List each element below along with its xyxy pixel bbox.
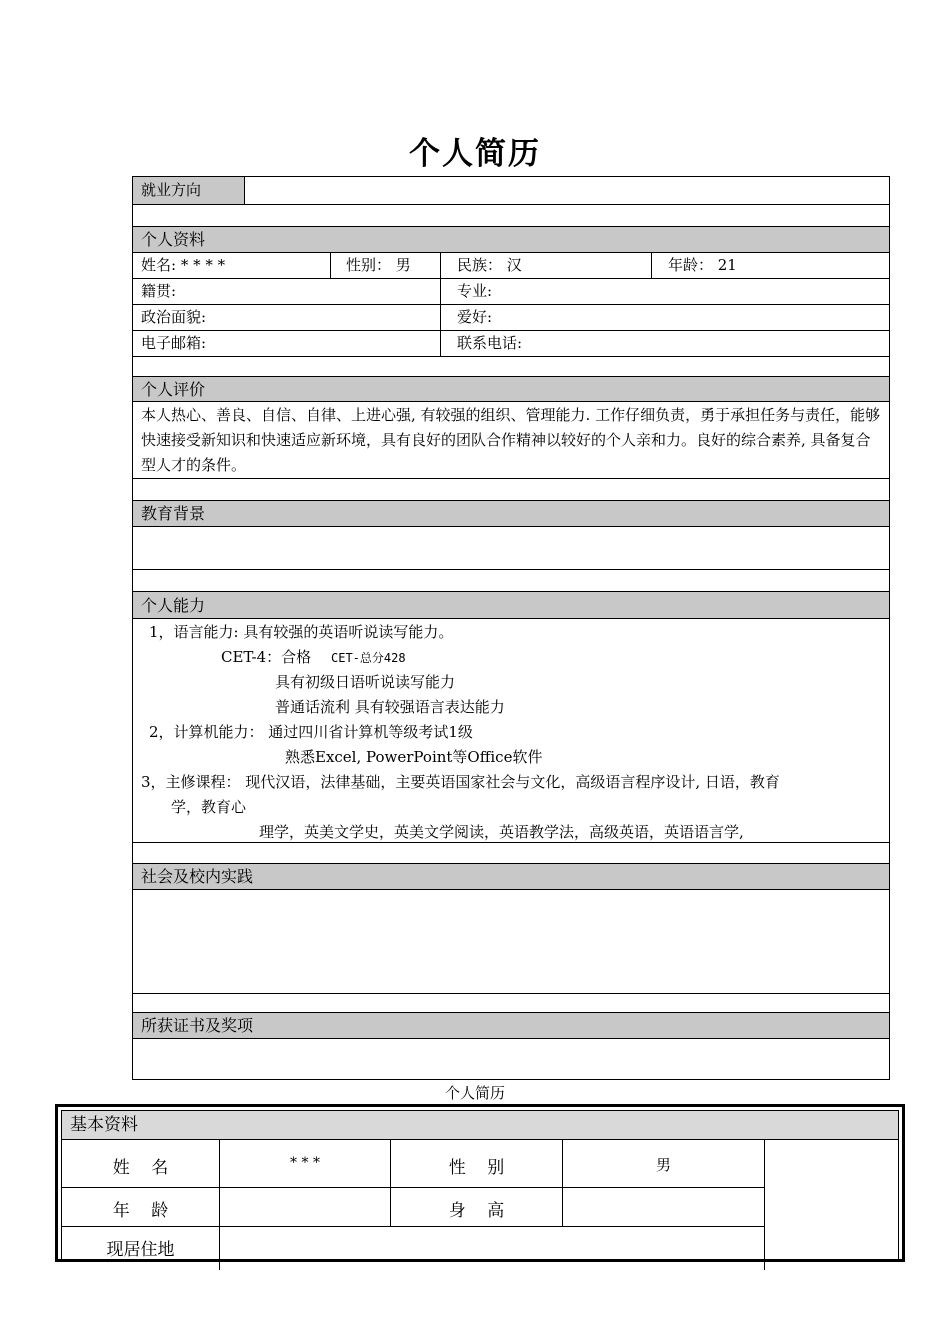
age-field: 年龄： 21 [668,256,737,274]
phone-field: 联系电话: [457,334,523,352]
residence-label: 现居住地 [106,1240,175,1260]
basic-info-table [55,1104,905,1262]
basic-info-header: 基本资料 [62,1111,898,1140]
ability-courses-cont: 学，教育心 [171,798,247,816]
evaluation-text: 本人热心、善良、自信、自律、上进心强, 有较强的组织、管理能力. 工作仔细负责，勇于承担任务与责任，能够快速接受新知识和快速适应新环境，具有良好的团队合作精神以较好的个人亲和力。良好的综合素养, 具备复合型人才的条件。 [141,406,881,474]
name-field: 姓名: * * * * [141,256,226,274]
ability-office: 熟悉Excel, PowerPoint等Office软件 [285,748,543,766]
job-direction-value [245,177,889,204]
ability-japanese: 具有初级日语听说读写能力 [275,673,456,691]
ability-cet-score: CET-总分428 [331,651,406,665]
ability-body [132,619,890,843]
age-label: 年 龄 [112,1201,169,1221]
spacer-row [132,994,890,1013]
spacer-row [132,570,890,592]
ability-courses-cont2: 理学，英美文学史，英美文学阅读，英语教学法，高级英语，英语语言学, [259,823,744,841]
ability-cet4: CET-4：合格 [221,648,312,666]
section-evaluation-header: 个人评价 [132,377,890,402]
ability-courses: 3，主修课程： 现代汉语，法律基础，主要英语国家社会与文化，高级语言程序设计, 日语，教育 [141,773,780,791]
hometown-field: 籍贯: [141,282,177,300]
name-value: * * * [290,1155,320,1171]
second-page-title: 个人简历 [444,1084,505,1102]
ethnicity-field: 民族： 汉 [457,256,522,274]
gender-value: 男 [655,1156,671,1174]
awards-body [132,1039,890,1080]
spacer-row [132,205,890,227]
personal-row-3 [132,305,890,331]
personal-row-2 [132,279,890,305]
ability-mandarin: 普通话流利 具有较强语言表达能力 [275,698,505,716]
personal-row-1 [132,253,890,279]
major-field: 专业: [457,282,493,300]
personal-row-4 [132,331,890,357]
section-education-header: 教育背景 [132,501,890,527]
job-direction-row [132,176,890,205]
page-title: 个人简历 [409,136,541,172]
education-body [132,527,890,570]
spacer-row [132,357,890,377]
name-label: 姓 名 [112,1158,169,1178]
photo-cell [765,1140,898,1259]
hobby-field: 爱好: [457,308,493,326]
political-field: 政治面貌: [141,308,207,326]
section-awards-header: 所获证书及奖项 [132,1013,890,1039]
gender-field: 性别： 男 [346,256,411,274]
job-direction-label: 就业方向 [133,177,245,204]
ability-language: 1，语言能力: 具有较强的英语听说读写能力。 [149,623,454,641]
height-label: 身 高 [448,1201,505,1221]
section-ability-header: 个人能力 [132,592,890,619]
section-practice-header: 社会及校内实践 [132,864,890,890]
section-personal-header: 个人资料 [132,227,890,253]
email-field: 电子邮箱: [141,334,207,352]
ability-computer: 2，计算机能力： 通过四川省计算机等级考试1级 [149,723,473,741]
gender-label: 性 别 [448,1158,505,1178]
spacer-row [132,843,890,864]
evaluation-body [132,402,890,479]
practice-body [132,890,890,994]
spacer-row [132,479,890,501]
